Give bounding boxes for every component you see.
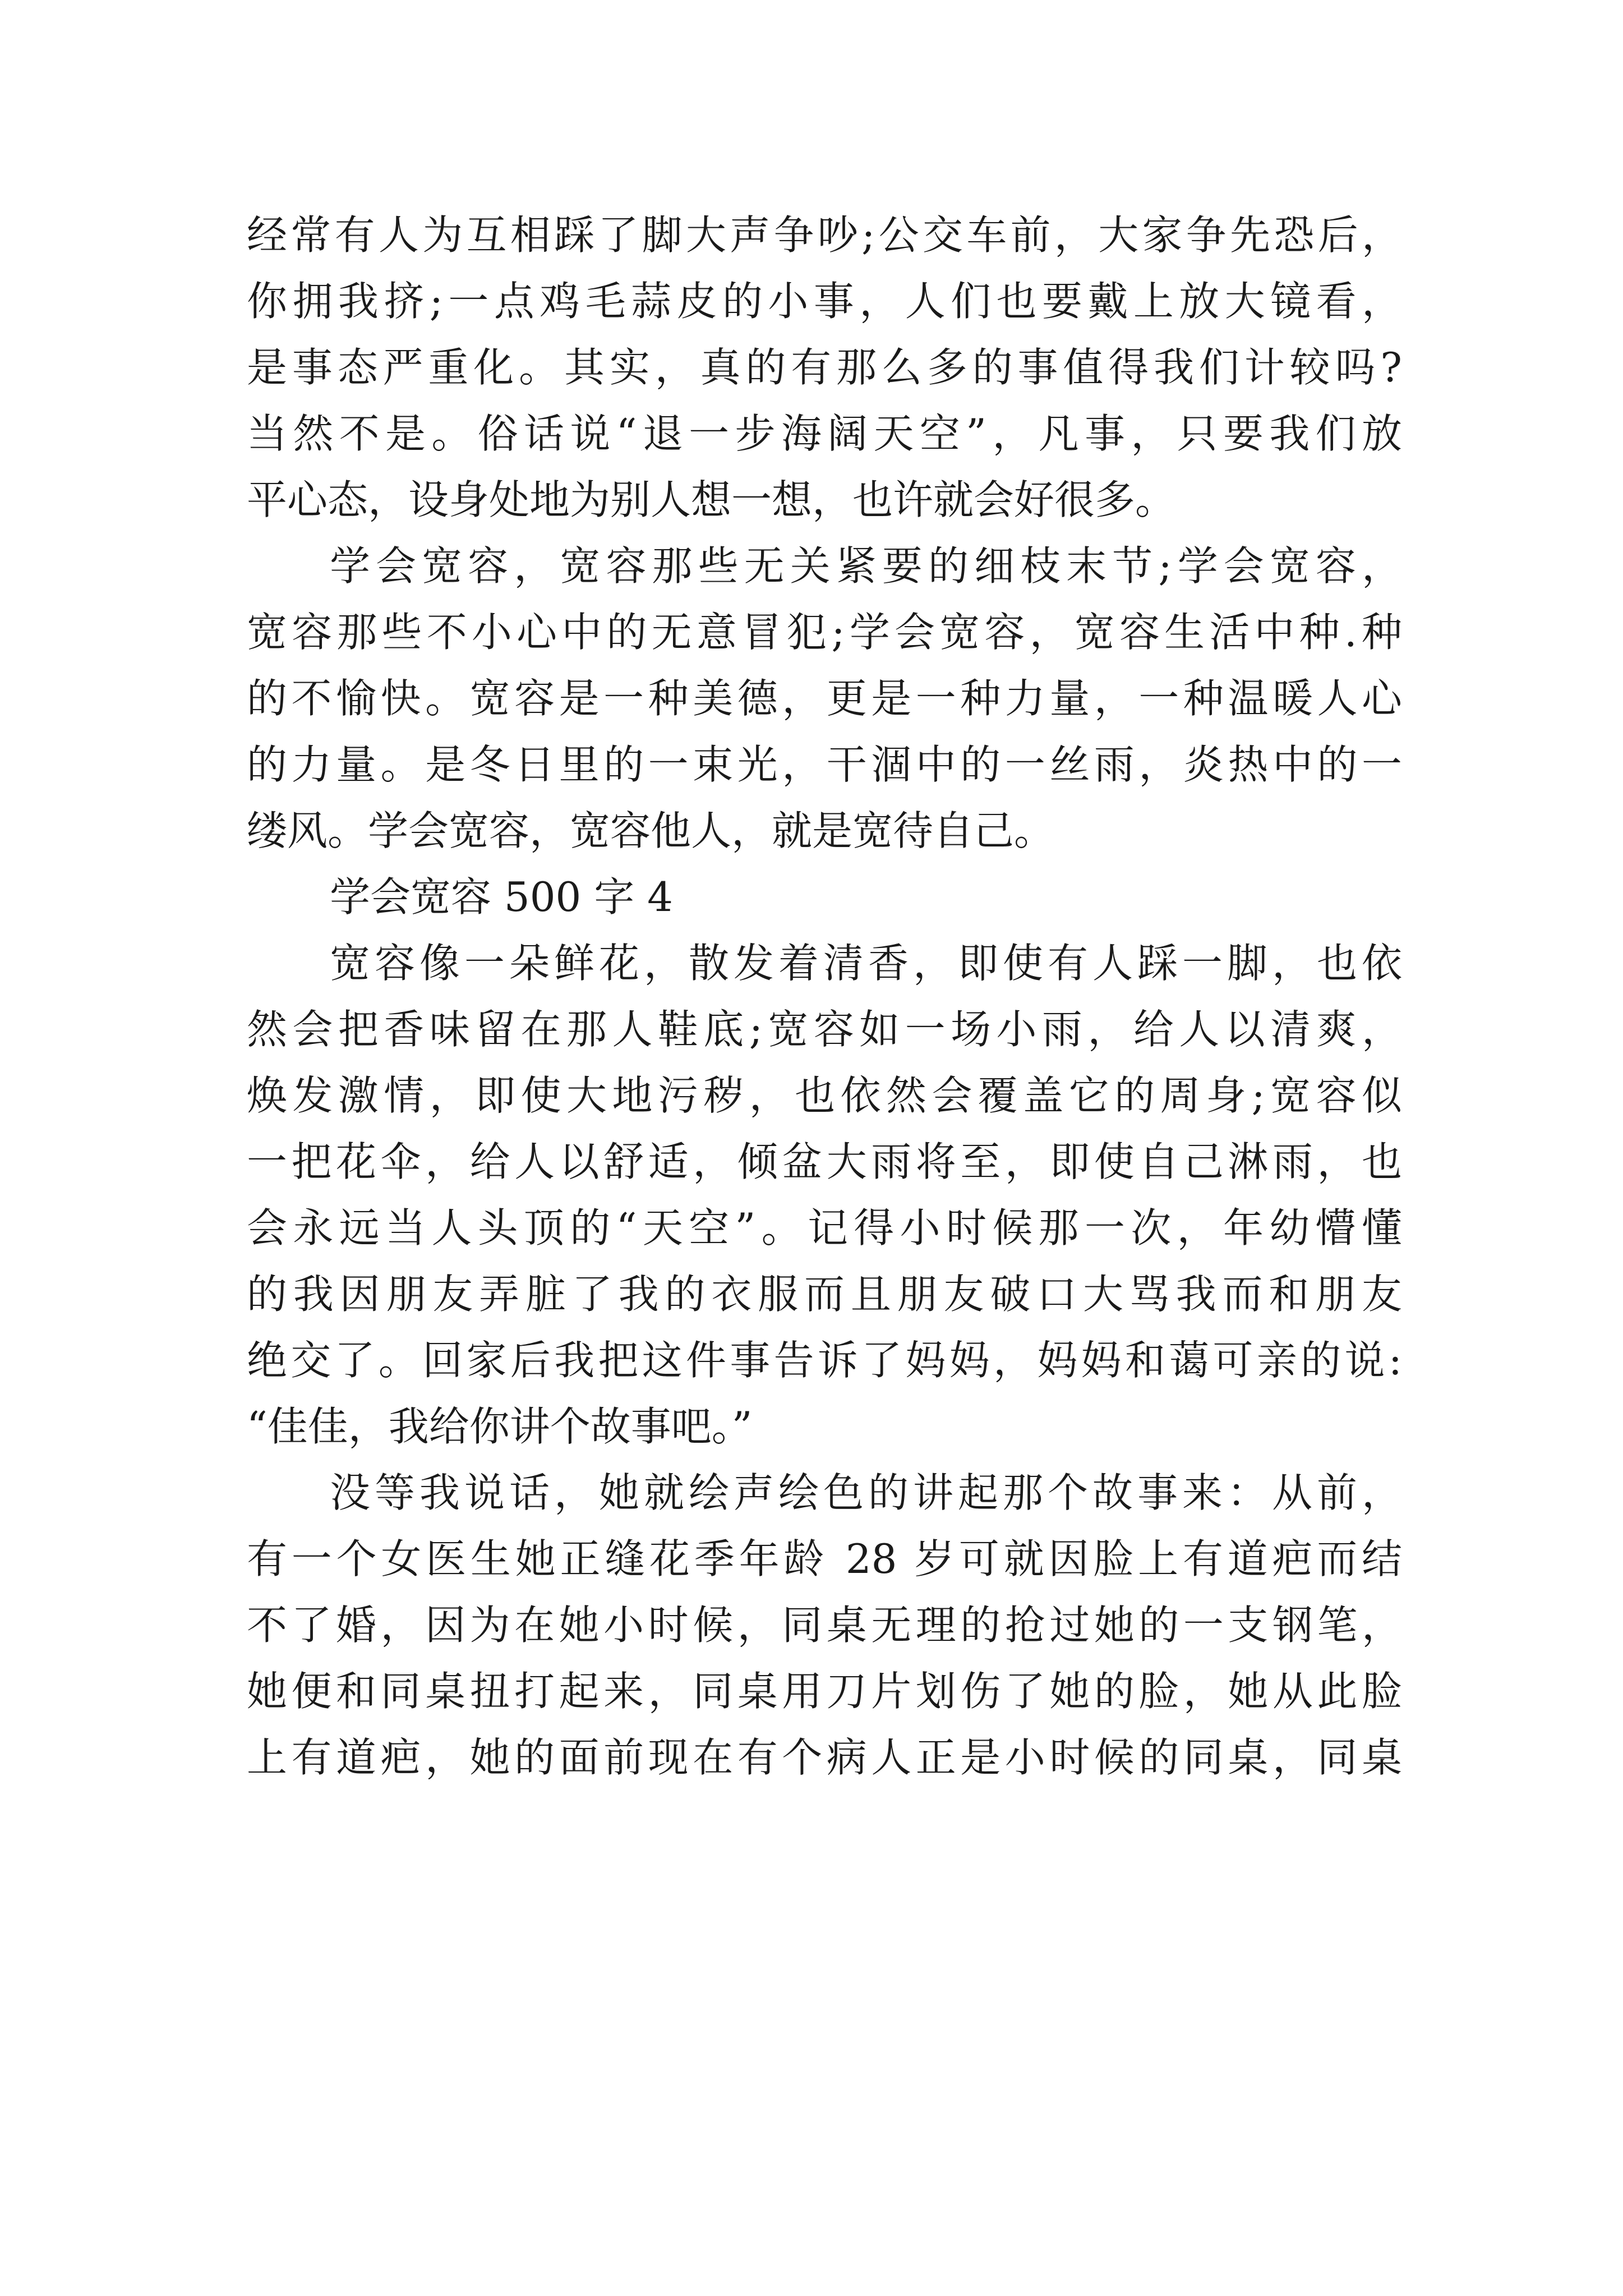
text-line: 焕发激情，即使大地污秽，也依然会覆盖它的周身;宽容似 (247, 1072, 1402, 1119)
text-line: “佳佳，我给你讲个故事吧。” (247, 1403, 753, 1450)
text-line: 不了婚，因为在她小时候，同桌无理的抢过她的一支钢笔， (247, 1602, 1402, 1649)
text-line: 然会把香味留在那人鞋底;宽容如一场小雨，给人以清爽， (247, 1006, 1402, 1053)
text-line: 宽容像一朵鲜花，散发着清香，即使有人踩一脚，也依 (330, 940, 1402, 987)
text-line: 是事态严重化。其实，真的有那么多的事值得我们计较吗? (247, 344, 1402, 391)
text-line: 你拥我挤;一点鸡毛蒜皮的小事，人们也要戴上放大镜看， (247, 278, 1402, 325)
text-line: 的不愉快。宽容是一种美德，更是一种力量，一种温暖人心 (247, 675, 1402, 722)
text-line: 绝交了。回家后我把这件事告诉了妈妈，妈妈和蔼可亲的说: (247, 1337, 1402, 1384)
text-line: 平心态，设身处地为别人想一想，也许就会好很多。 (247, 476, 1176, 523)
text-line: 宽容那些不小心中的无意冒犯;学会宽容，宽容生活中种.种 (247, 609, 1402, 656)
text-line: 的力量。是冬日里的一束光，干涸中的一丝雨，炎热中的一 (247, 741, 1402, 788)
text-line: 当然不是。俗话说“退一步海阔天空”，凡事，只要我们放 (247, 410, 1402, 457)
text-line: 一把花伞，给人以舒适，倾盆大雨将至，即使自己淋雨，也 (247, 1138, 1402, 1185)
text-line: 没等我说话，她就绘声绘色的讲起那个故事来：从前， (330, 1469, 1402, 1516)
text-line: 上有道疤，她的面前现在有个病人正是小时候的同桌，同桌 (247, 1734, 1402, 1781)
text-line: 她便和同桌扭打起来，同桌用刀片划伤了她的脸，她从此脸 (247, 1668, 1402, 1715)
text-line: 会永远当人头顶的“天空”。记得小时候那一次，年幼懵懂 (247, 1204, 1402, 1251)
text-line: 缕风。学会宽容，宽容他人，就是宽待自己。 (247, 807, 1055, 854)
text-line: 有一个女医生她正缝花季年龄 28 岁可就因脸上有道疤而结 (247, 1535, 1402, 1582)
text-line: 学会宽容，宽容那些无关紧要的细枝末节;学会宽容， (330, 542, 1402, 590)
text-line: 的我因朋友弄脏了我的衣服而且朋友破口大骂我而和朋友 (247, 1271, 1402, 1318)
text-line: 经常有人为互相踩了脚大声争吵;公交车前，大家争先恐后， (247, 211, 1402, 259)
body-text (247, 202, 1402, 1791)
text-line: 学会宽容 500 字 4 (330, 873, 673, 921)
